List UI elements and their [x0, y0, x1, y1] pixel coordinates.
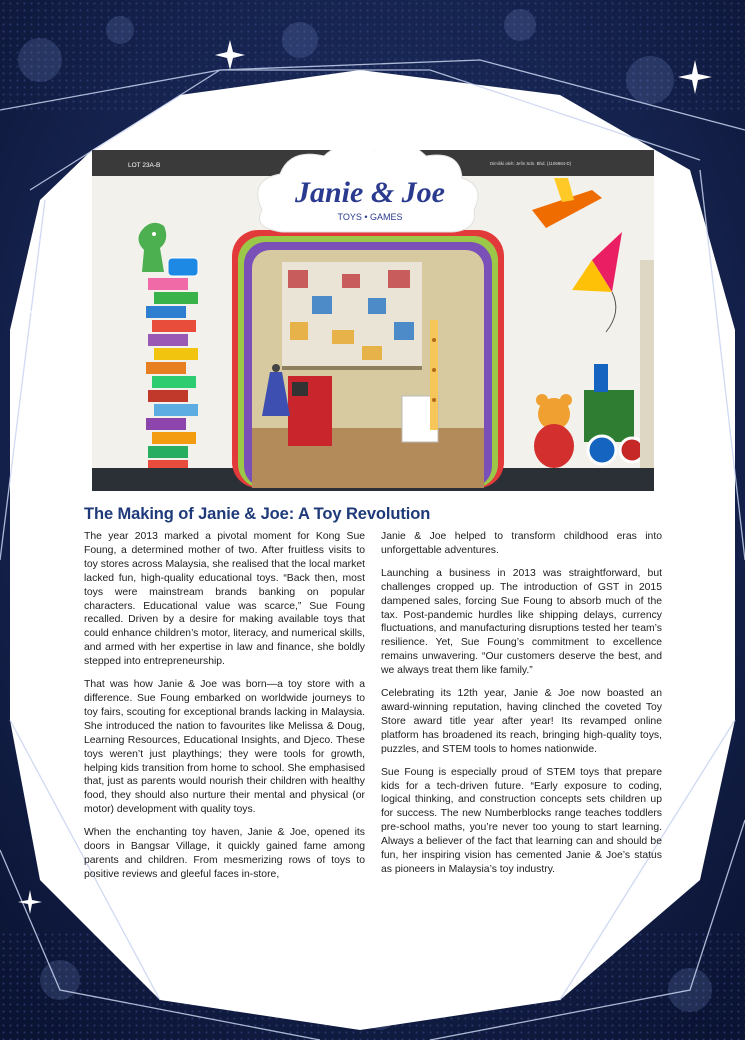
storefront-photo	[92, 150, 654, 491]
paragraph: Launching a business in 2013 was straightforward, but challenges cropped up. The introduction of GST in 2015 dampened sales, forcing Sue Foung to absorb much of the tax. Post-pandemic hurdles like shipping delays, currency fluctuations, and manufacturing disruptions tested her team’s resilience. Yet, Sue Foung’s commitment to excellence remains unwavering. “Our customers deserve the best, and we always treat them like family.”	[381, 567, 662, 677]
ownership-notice: Dimiliki oleh: Jefin Sdn. Bhd. (1106884-D)	[490, 161, 572, 166]
lot-label: LOT 23A-B	[128, 162, 161, 169]
paragraph: That was how Janie & Joe was born—a toy store with a difference. Sue Foung embarked on worldwide journeys to toy fairs, scouting for exceptional brands lacking in Malaysia. She introduced the nation to favourites like Melissa & Doug, Learning Resources, Educational Insights, and Djeco. These toys weren’t just playthings; they were tools for growth, helping kids transition from home to school. She emphasised that, just as parents would nourish their children with healthy food, they should also nurture their mental and physical (or motor) development with quality toys.	[84, 679, 365, 816]
paragraph: When the enchanting toy haven, Janie & Joe, opened its doors in Bangsar Village, it quickly gained fame among parents and children. From mesmerizing rows of toys to positive reviews and gleeful faces in-store,	[84, 827, 365, 880]
paragraph: Janie & Joe helped to transform childhood eras into unforgettable adventures.	[381, 531, 662, 556]
article-title: The Making of Janie & Joe: A Toy Revolution	[84, 505, 431, 523]
store-sign-subtitle: TOYS • GAMES	[337, 212, 403, 222]
paragraph: Sue Foung is especially proud of STEM toys that prepare kids for a tech-driven future. “Early exposure to coding, logical thinking, and construction concepts sets children up for success. The new Numberblocks range teaches toddlers pre-school maths, you’re never too young to start learning. Always a believer of the fact that learning can and should be fun, her inspiring vision has cemented Janie & Joe’s status as pioneers in Malaysia’s toy industry.	[381, 766, 662, 875]
paragraph: The year 2013 marked a pivotal moment for Kong Sue Foung, a determined mother of two. After fruitless visits to toy stores across Malaysia, she realised that the local market lacked fun, high-quality educational toys. “Back then, most toys were mainstream brands banking on popular characters. Educational value was scarce,” Sue Foung recalled. Driven by a desire for making available toys that could enhance children’s motor, literacy, and numerical skills, and armed with her expertise in law and finance, she boldly stepped into entrepreneurship.	[84, 531, 365, 668]
article	[84, 505, 662, 925]
store-sign-title: Janie & Joe	[295, 176, 445, 209]
paragraph: Celebrating its 12th year, Janie & Joe now boasted an award-winning reputation, having clinched the coveted Toy Store award title year after year! Its revamped online platform has broadened its reach, bringing high-quality toys, puzzles, and STEM tools to homes nationwide.	[381, 688, 662, 755]
left-column	[84, 530, 365, 891]
right-column	[381, 530, 662, 891]
